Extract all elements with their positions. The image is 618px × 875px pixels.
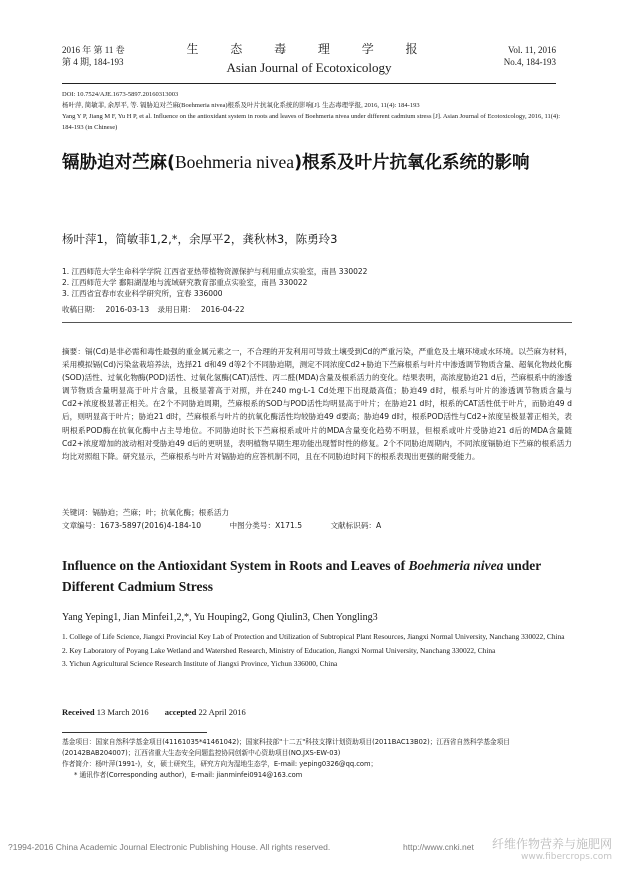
affiliation-cn-1: 1. 江西师范大学生命科学学院 江西省亚热带植物资源保护与利用重点实验室，南昌 330022 [62,267,368,276]
accepted-date-en: 22 April 2016 [198,707,246,717]
title-cn-part1: 镉胁迫对苎麻( [62,153,175,173]
accepted-label-cn: 录用日期： [157,305,195,314]
running-header [62,40,556,92]
doi[interactable]: DOI: 10.7524/AJE.1673-5897.20160313003 [62,91,179,98]
journal-name [62,40,556,76]
affiliation-cn-3: 3. 江西省宜春市农业科学研究所，宜春 336000 [62,289,223,298]
received-label-en: Received [62,707,95,717]
title-cn-species: Boehmeria nivea [175,152,295,172]
accepted-date-cn: 2016-04-22 [200,305,245,314]
journal-name-cn: 生 态 毒 理 学 报 [186,42,432,56]
section-divider [62,322,572,323]
header-year-volume: 2016 年 第 11 卷 [62,45,125,55]
header-number-en: No.4, 184-193 [503,57,556,67]
header-issue-en [504,44,556,68]
cnki-link[interactable]: http://www.cnki.net [403,842,474,852]
citation-cn: 杨叶萍, 简敏菲, 余厚平, 等. 镉胁迫对苎麻(Boehmeria nivea)根系及叶片抗氧化系统的影响[J]. 生态毒理学报, 2016, 11(4): 184-193 [62,102,420,109]
affiliations-cn [62,266,572,299]
journal-name-en: Asian Journal of Ecotoxicology [226,60,392,75]
funding-note: 基金项目：国家自然科学基金项目(41161035*41461042)；国家科技部"十二五"科技支撑计划资助项目(2011BAC13B02)；江西省自然科学基金项目(20142BAB204007)；江西省重大生态安全问题监控协同创新中心资助项目(NO.JXS-EW-03) [62,738,510,757]
article-number: 文章编号：1673-5897(2016)4-184-10 [62,521,202,530]
authors-cn: 杨叶萍1，简敏菲1,2,*，余厚平2，龚秋林3，陈勇玲3 [62,232,338,246]
received-label-cn: 收稿日期： [62,305,100,314]
affiliation-en-2: 2. Key Laboratory of Poyang Lake Wetland and Watershed Research, Ministry of Education, Jiangxi Normal University, Nanchang 330022, China [62,645,496,655]
keywords-cn: 关键词：镉胁迫；苎麻；叶；抗氧化酶；根系活力 [62,508,230,517]
citation-block [62,89,572,133]
title-en-species: Boehmeria nivea [408,558,504,573]
corresponding-author: * 通讯作者(Corresponding author)，E-mail: jianminfei0914@163.com [74,771,303,779]
author-bio: 作者简介：杨叶萍(1991-)，女，硕士研究生，研究方向为湿地生态学，E-mail: yeping0326@qq.com； [62,760,378,768]
header-volume-en: Vol. 11, 2016 [507,45,556,55]
header-divider [62,83,556,84]
footnote [62,737,572,781]
header-issue-pages: 第 4 期, 184-193 [62,57,124,67]
received-date-cn: 2016-03-13 [105,305,150,314]
dates-cn [62,304,251,315]
affiliation-en-1: 1. College of Life Science, Jiangxi Provincial Key Lab of Protection and Utilization of Subtropical Plant Resources, Jiangxi Normal University, Nanchang 330022, China [62,632,565,641]
citation-en: Yang Y P, Jiang M F, Yu H P, et al. Influence on the antioxidant system in roots and leaves of Boehmeria nivea under different cadmium stress [J]. Asian Journal of Ecotoxicology, 2016, 11(4): 184-193 (in Chinese) [62,113,561,131]
title-en-main: Influence on the Antioxidant System in Roots and Leaves of [62,558,409,573]
watermark-cn: 纤维作物营养与施肥网 [491,837,612,851]
classification-info [62,520,407,531]
article-title-cn [62,150,572,175]
affiliation-cn-2: 2. 江西师范大学 鄱阳湖湿地与流域研究教育部重点实验室，南昌 330022 [62,278,308,287]
document-code: 文献标识码：A [330,521,382,530]
accepted-label-en: accepted [164,707,197,717]
copyright-text: ?1994-2016 China Academic Journal Electronic Publishing House. All rights reserved. [8,842,331,852]
footnote-divider [62,732,207,733]
clc-number: 中图分类号：X171.5 [229,521,303,530]
received-date-en: 13 March 2016 [96,707,149,717]
dates-en [62,707,246,717]
authors-en: Yang Yeping1, Jian Minfei1,2,*, Yu Houping2, Gong Qiulin3, Chen Yongling3 [62,612,378,623]
affiliation-en-3: 3. Yichun Agricultural Science Research Institute of Jiangxi Province, Yichun 336000, China [62,659,338,669]
article-title-en [62,555,572,597]
watermark-url: www.fibercrops.com [521,852,612,862]
abstract-cn: 摘要：镉(Cd)是非必需和毒性最强的重金属元素之一，不合理的开发利用可导致土壤受到Cd的严重污染，严重危及土壤环境或水环境。以苎麻为材料，采用模拟镉(Cd)污染盆栽培养法，选择21 d和49 d等2个不同胁迫期，测定不同浓度Cd2+胁迫下苎麻根系与叶片中渗透调节物质含量、超氧化物歧化酶(SOD)活性、过氧化物酶(POD)活性、过氧化氢酶(CAT)活性、丙二醛(MDA)含量及根系活力的变化。结果表明，高浓度胁迫21 d后，苎麻根系中的渗透调节物质含量明显高于叶片含量，且极显著高于对照，并在240 mg·L-1 Cd处理下出现最高值；胁迫49 d时，根系与叶片的渗透调节物质含量与Cd2+浓度极显著正相关。在2个不同胁迫周期，苎麻根系的SOD与POD活性均明显高于叶片；在胁迫21 d时，根系的CAT活性低于叶片，而胁迫49 d后，则明显高于叶片；胁迫21 d时，苎麻根系与叶片的抗氧化酶活性均较胁迫49 d要高；胁迫49 d时，根系POD活性与Cd2+浓度呈极显著正相关，表明根系POD酶在抗氧化酶中占主导地位。不同胁迫时长下苎麻根系或叶片的MDA含量变化趋势不明显，但根系或叶片受胁迫21 d后的MDA含量随Cd2+浓度增加的波动相对受胁迫49 d后的更明显，表明植物早期生理功能出现暂时性的修复。2个不同胁迫周期内，不同浓度镉胁迫下苎麻的根系活力均比对照组下降。研究显示，苎麻根系与叶片对镉胁迫的应答机制不同，且在不同胁迫时间下的根系表现出更强的耐受能力。 [62,347,572,461]
title-cn-part2: )根系及叶片抗氧化系统的影响 [294,153,530,173]
site-watermark [492,835,612,862]
affiliations-en [62,630,572,671]
title-en-tail: under Different Cadmium Stress [62,558,542,594]
